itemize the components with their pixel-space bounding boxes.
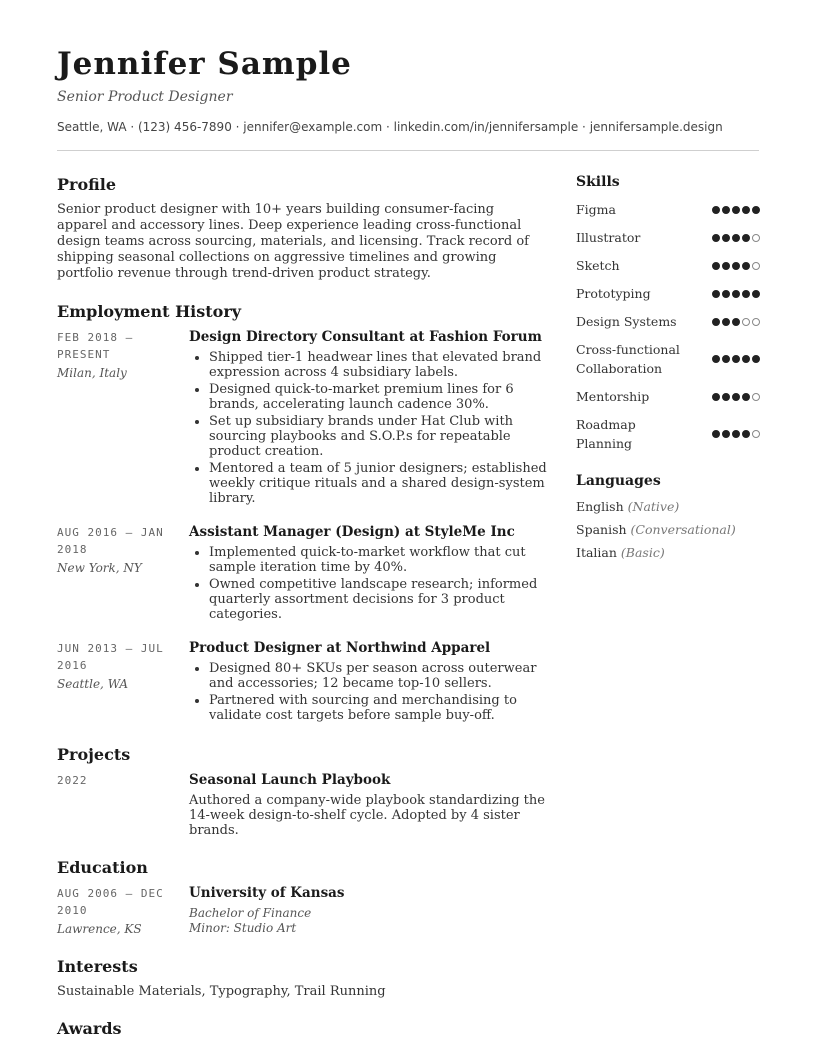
job-location: Milan, Italy — [57, 366, 127, 380]
skill-rating — [712, 318, 760, 326]
job-bullet: • Shipped tier-1 headwear lines that elevated brand expression across 4 subsidiary labels. — [209, 350, 547, 380]
sidebar-column — [576, 174, 760, 580]
language-level: (Conversational) — [630, 522, 736, 537]
project-title: Seasonal Launch Playbook — [189, 772, 391, 788]
skill-row — [576, 312, 760, 331]
education-dates: AUG 2006 — DEC 2010 — [57, 887, 164, 917]
rating-dot-filled-icon — [752, 290, 760, 298]
rating-dot-empty-icon — [742, 318, 750, 326]
section-heading: Profile — [57, 175, 117, 194]
minor: Minor: Studio Art — [189, 921, 297, 935]
job-bullet: • Owned competitive landscape research; informed quarterly assortment decisions for 3 product categories. — [209, 577, 547, 622]
rating-dot-filled-icon — [732, 393, 740, 401]
skill-row — [576, 284, 760, 303]
job-bullets — [189, 350, 547, 506]
job-body — [189, 329, 547, 508]
languages-section — [576, 473, 760, 560]
job-bullet: • Implemented quick-to-market workflow that cut sample iteration time by 40%. — [209, 545, 547, 575]
language-name: Spanish — [576, 522, 627, 537]
job-meta — [57, 524, 189, 624]
job-bullet: • Set up subsidiary brands under Hat Club with sourcing playbooks and S.O.P.s for repeatable product creation. — [209, 414, 547, 459]
job-title: Product Designer at Northwind Apparel — [189, 640, 491, 656]
skill-name: Mentorship — [576, 389, 650, 404]
job-title: Design Directory Consultant at Fashion Forum — [189, 329, 542, 345]
language-row — [576, 522, 760, 537]
rating-dot-filled-icon — [742, 355, 750, 363]
section-heading: Skills — [576, 174, 620, 190]
job-bullets — [189, 661, 547, 723]
rating-dot-filled-icon — [712, 430, 720, 438]
education-location: Lawrence, KS — [57, 922, 142, 936]
skill-name: Design Systems — [576, 314, 677, 329]
rating-dot-filled-icon — [742, 262, 750, 270]
job-location: New York, NY — [57, 561, 142, 575]
rating-dot-filled-icon — [732, 234, 740, 242]
rating-dot-filled-icon — [732, 262, 740, 270]
language-name: English — [576, 499, 624, 514]
rating-dot-filled-icon — [712, 262, 720, 270]
job-list — [57, 329, 547, 725]
rating-dot-empty-icon — [752, 234, 760, 242]
project-description: Authored a company-wide playbook standardizing the 14-week design-to-shelf cycle. Adopted by 4 sister brands. — [189, 793, 545, 838]
rating-dot-filled-icon — [752, 355, 760, 363]
rating-dot-filled-icon — [722, 430, 730, 438]
main-column — [57, 175, 547, 1056]
skill-name: Illustrator — [576, 230, 641, 245]
language-name: Italian — [576, 545, 617, 560]
job-body — [189, 524, 547, 624]
skill-row — [576, 415, 760, 453]
rating-dot-filled-icon — [712, 393, 720, 401]
skill-name: Prototyping — [576, 286, 651, 301]
rating-dot-filled-icon — [742, 206, 750, 214]
job-dates: JUN 2013 — JUL 2016 — [57, 642, 164, 672]
skill-row — [576, 228, 760, 247]
interests-section — [57, 957, 547, 999]
contact-line: Seattle, WA · (123) 456-7890 · jennifer@example.com · linkedin.com/in/jennifersample · jennifersample.design — [57, 120, 723, 134]
rating-dot-filled-icon — [732, 430, 740, 438]
rating-dot-empty-icon — [752, 262, 760, 270]
project-year: 2022 — [57, 774, 88, 787]
section-heading: Projects — [57, 745, 131, 764]
rating-dot-empty-icon — [752, 393, 760, 401]
rating-dot-filled-icon — [712, 290, 720, 298]
language-row — [576, 499, 760, 514]
projects-section — [57, 745, 547, 838]
skill-rating — [712, 355, 760, 363]
rating-dot-filled-icon — [732, 290, 740, 298]
rating-dot-filled-icon — [712, 234, 720, 242]
skill-rating — [712, 393, 760, 401]
job-bullet: • Designed quick-to-market premium lines for 6 brands, accelerating launch cadence 30%. — [209, 382, 547, 412]
profile-section — [57, 175, 547, 282]
section-heading: Employment History — [57, 302, 242, 321]
education-section — [57, 858, 547, 937]
rating-dot-filled-icon — [742, 290, 750, 298]
section-heading: Languages — [576, 473, 661, 489]
skill-rating — [712, 262, 760, 270]
job-bullet: • Designed 80+ SKUs per season across outerwear and accessories; 12 became top-10 sellers. — [209, 661, 547, 691]
skill-row — [576, 387, 760, 406]
header-divider — [57, 150, 759, 151]
job-dates: FEB 2018 — PRESENT — [57, 331, 134, 361]
interests-text: Sustainable Materials, Typography, Trail Running — [57, 984, 386, 999]
job-title: Assistant Manager (Design) at StyleMe Inc — [189, 524, 515, 540]
rating-dot-filled-icon — [742, 393, 750, 401]
job-meta — [57, 329, 189, 508]
rating-dot-filled-icon — [712, 206, 720, 214]
rating-dot-filled-icon — [742, 234, 750, 242]
skill-name: Roadmap Planning — [576, 417, 636, 451]
job-entry — [57, 329, 547, 508]
rating-dot-filled-icon — [742, 430, 750, 438]
job-bullet: • Mentored a team of 5 junior designers; established weekly critique rituals and a shared design-system library. — [209, 461, 547, 506]
skill-row — [576, 256, 760, 275]
school-name: University of Kansas — [189, 885, 345, 901]
language-level: (Native) — [627, 499, 680, 514]
section-heading: Education — [57, 858, 148, 877]
project-entry — [57, 772, 547, 838]
rating-dot-filled-icon — [732, 318, 740, 326]
rating-dot-filled-icon — [722, 206, 730, 214]
skill-rating — [712, 206, 760, 214]
skill-row — [576, 340, 760, 378]
rating-dot-filled-icon — [722, 393, 730, 401]
rating-dot-filled-icon — [722, 262, 730, 270]
skills-section — [576, 174, 760, 453]
job-bullet: • Partnered with sourcing and merchandising to validate cost targets before sample buy-off. — [209, 693, 547, 723]
section-heading: Awards — [57, 1019, 122, 1038]
job-location: Seattle, WA — [57, 677, 129, 691]
section-heading: Interests — [57, 957, 138, 976]
skill-name: Sketch — [576, 258, 620, 273]
rating-dot-filled-icon — [722, 290, 730, 298]
job-entry — [57, 524, 547, 624]
skill-rating — [712, 430, 760, 438]
education-entry — [57, 885, 547, 937]
rating-dot-filled-icon — [712, 318, 720, 326]
rating-dot-filled-icon — [732, 355, 740, 363]
language-level: (Basic) — [620, 545, 665, 560]
skill-name: Cross-functional Collaboration — [576, 342, 680, 376]
rating-dot-empty-icon — [752, 430, 760, 438]
rating-dot-filled-icon — [722, 318, 730, 326]
rating-dot-filled-icon — [752, 206, 760, 214]
job-meta — [57, 640, 189, 725]
rating-dot-empty-icon — [752, 318, 760, 326]
degree: Bachelor of Finance — [189, 906, 312, 920]
rating-dot-filled-icon — [732, 206, 740, 214]
language-list — [576, 499, 760, 560]
skill-row — [576, 200, 760, 219]
job-dates: AUG 2016 — JAN 2018 — [57, 526, 164, 556]
language-row — [576, 545, 760, 560]
awards-section — [57, 1019, 547, 1038]
profile-text: Senior product designer with 10+ years building consumer-facing apparel and accessory lines. Deep experience leading cross-functional design teams across sourcing, materials, and licensing. Track record of shipping seasonal collections on aggressive timelines and growing portfolio revenue through trend-driven product strategy. — [57, 202, 529, 281]
job-bullets — [189, 545, 547, 622]
rating-dot-filled-icon — [722, 234, 730, 242]
skill-name: Figma — [576, 202, 616, 217]
rating-dot-filled-icon — [712, 355, 720, 363]
candidate-title: Senior Product Designer — [57, 89, 233, 105]
employment-section — [57, 302, 547, 725]
candidate-name: Jennifer Sample — [57, 46, 352, 82]
skill-rating — [712, 234, 760, 242]
rating-dot-filled-icon — [722, 355, 730, 363]
skill-list — [576, 200, 760, 453]
job-entry — [57, 640, 547, 725]
skill-rating — [712, 290, 760, 298]
job-body — [189, 640, 547, 725]
